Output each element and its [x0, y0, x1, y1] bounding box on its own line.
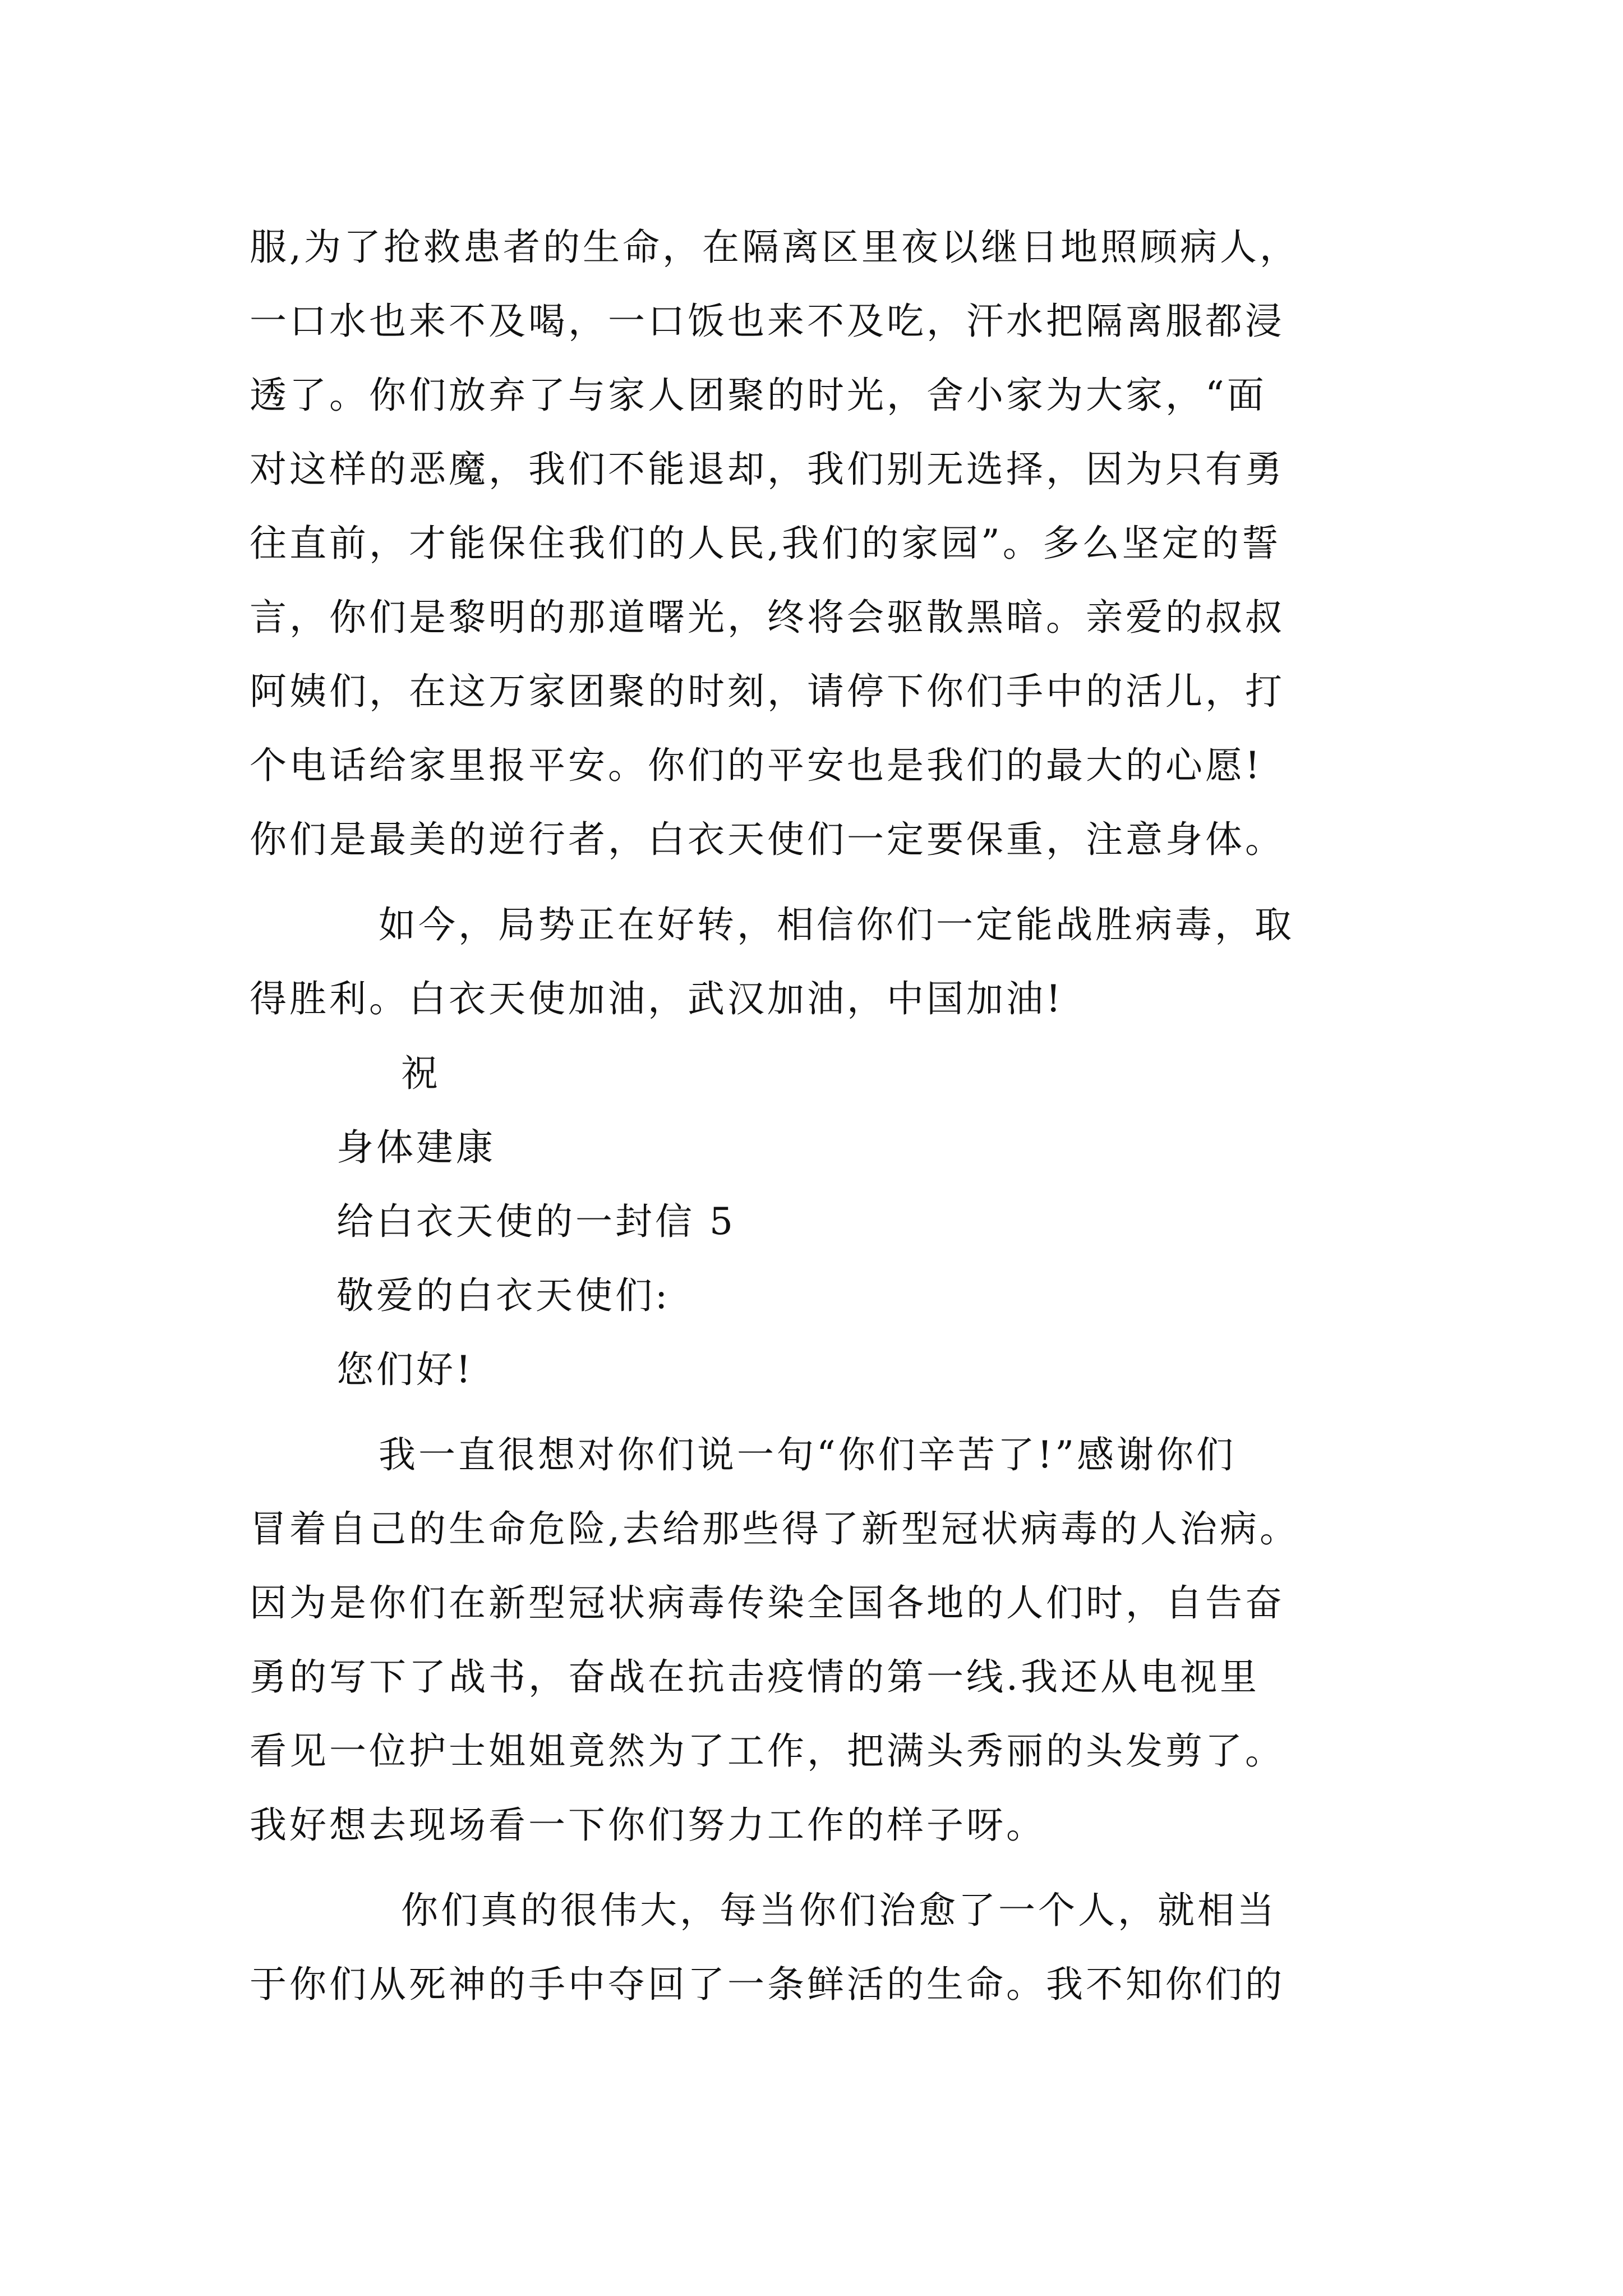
text-line: 言，你们是黎明的那道曙光，终将会驱散黑暗。亲爱的叔叔	[250, 596, 1285, 639]
closing-wish: 身体建康	[336, 1126, 496, 1169]
text-line: 服,为了抢救患者的生命，在隔离区里夜以继日地照顾病人，	[250, 226, 1299, 269]
paragraph-start-line: 我一直很想对你们说一句“你们辛苦了!”感谢你们	[379, 1433, 1237, 1476]
text-line: 看见一位护士姐姐竟然为了工作，把满头秀丽的头发剪了。	[250, 1729, 1285, 1773]
text-line: 冒着自己的生命危险,去给那些得了新型冠状病毒的人治病。	[250, 1507, 1299, 1550]
text-line: 对这样的恶魔，我们不能退却，我们别无选择，因为只有勇	[250, 448, 1285, 491]
letter-greeting: 敬爱的白衣天使们:	[336, 1274, 671, 1317]
closing-salutation: 祝	[401, 1052, 441, 1095]
text-line: 阿姨们，在这万家团聚的时刻，请停下你们手中的活儿，打	[250, 670, 1285, 713]
paragraph-start-line: 你们真的很伟大，每当你们治愈了一个人，就相当	[401, 1889, 1277, 1932]
text-line: 一口水也来不及喝，一口饭也来不及吃，汗水把隔离服都浸	[250, 300, 1285, 343]
text-line: 勇的写下了战书，奋战在抗击疫情的第一线.我还从电视里	[250, 1655, 1260, 1699]
text-line: 于你们从死神的手中夺回了一条鲜活的生命。我不知你们的	[250, 1963, 1285, 2006]
letter-hello: 您们好!	[336, 1348, 474, 1391]
text-line: 透了。你们放弃了与家人团聚的时光，舍小家为大家，“面	[250, 374, 1267, 417]
text-line: 因为是你们在新型冠状病毒传染全国各地的人们时，自告奋	[250, 1581, 1285, 1625]
letter-heading: 给白衣天使的一封信 5	[336, 1200, 736, 1243]
text-line: 我好想去现场看一下你们努力工作的样子呀。	[250, 1803, 1046, 1847]
text-line: 你们是最美的逆行者，白衣天使们一定要保重，注意身体。	[250, 818, 1285, 861]
text-line: 得胜利。白衣天使加油，武汉加油，中国加油!	[250, 977, 1064, 1020]
text-line: 往直前，才能保住我们的人民,我们的家园”。多么坚定的誓	[250, 522, 1281, 565]
paragraph-start-line: 如今，局势正在好转，相信你们一定能战胜病毒，取	[379, 903, 1294, 946]
text-line: 个电话给家里报平安。你们的平安也是我们的最大的心愿!	[250, 744, 1263, 787]
